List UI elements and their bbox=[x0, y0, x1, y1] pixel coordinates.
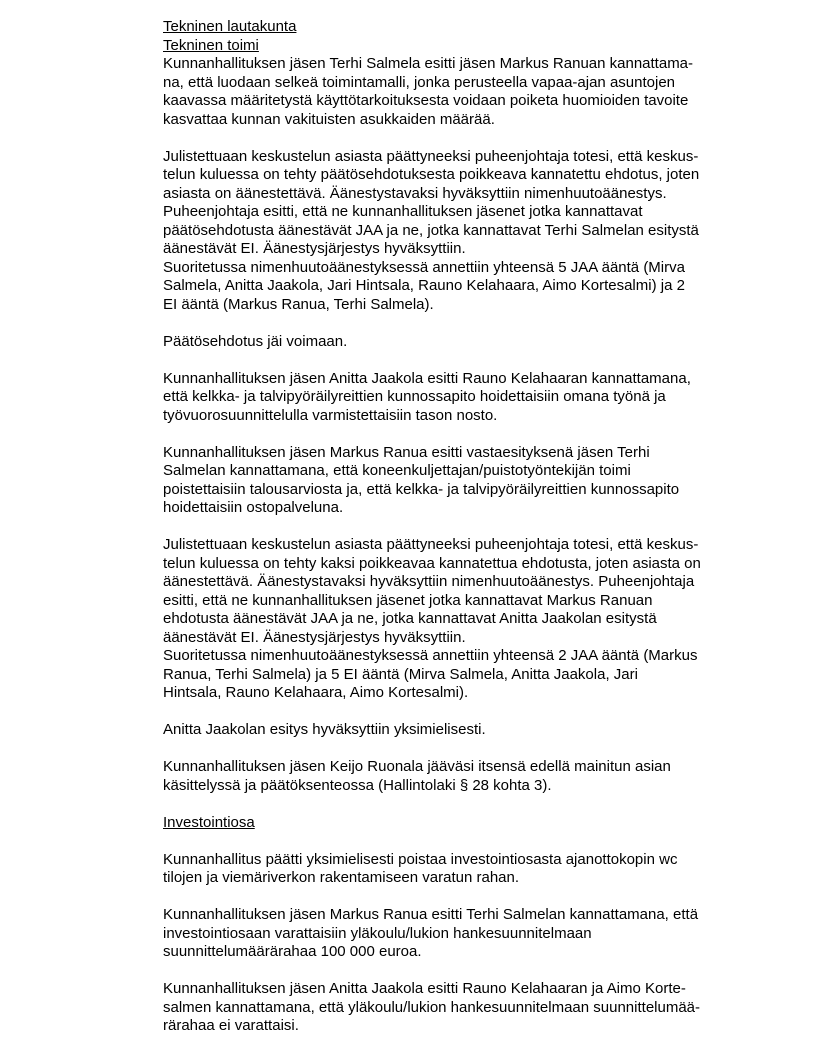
paragraph-line: Salmelan kannattamana, että koneenkuljettajan/puistotyöntekijän toimi bbox=[163, 462, 631, 479]
paragraph-line: telun kuluessa on tehty kaksi poikkeavaa kannatettua ehdotusta, joten asiasta on bbox=[163, 554, 701, 572]
paragraph-line: suunnittelumäärärahaa 100 000 euroa. bbox=[163, 943, 422, 960]
paragraph bbox=[163, 851, 701, 888]
paragraph-line: asiasta on äänestettävä. Äänestystavaksi hyväksyttiin nimenhuutoäänestys. bbox=[163, 184, 667, 202]
paragraph bbox=[163, 980, 701, 1036]
paragraph-line: Kunnanhallitus päätti yksimielisesti poistaa investointiosasta ajanottokopin wc bbox=[163, 850, 678, 868]
paragraph-line: Suoritetussa nimenhuutoäänestyksessä annettiin yhteensä 2 JAA ääntä (Markus bbox=[163, 647, 698, 664]
paragraph bbox=[163, 906, 701, 962]
document-body bbox=[163, 18, 701, 1054]
paragraph-line: Julistettuaan keskustelun asiasta päättyneeksi puheenjohtaja totesi, että keskus- bbox=[163, 147, 699, 165]
paragraph bbox=[163, 444, 701, 518]
paragraph bbox=[163, 758, 701, 795]
section-heading-block bbox=[163, 814, 701, 833]
paragraph-line: EI ääntä (Markus Ranua, Terhi Salmela). bbox=[163, 295, 434, 313]
paragraph-line: Suoritetussa nimenhuutoäänestyksessä annettiin yhteensä 5 JAA ääntä (Mirva bbox=[163, 258, 685, 276]
paragraph-line: käsittelyssä ja päätöksenteossa (Hallintolaki § 28 kohta 3). bbox=[163, 776, 552, 794]
paragraph-line: salmen kannattamana, että yläkoulu/lukion hankesuunnitelmaan suunnittelumää- bbox=[163, 998, 701, 1016]
section-heading: Tekninen lautakunta bbox=[163, 18, 297, 35]
paragraph-line: hoidettaisiin ostopalveluna. bbox=[163, 499, 344, 516]
paragraph-line: kasvattaa kunnan vakituisten asukkaiden määrää. bbox=[163, 110, 495, 128]
paragraph-line: että kelkka- ja talvipyöräilyreittien kunnossapito hoidettaisiin omana työnä ja bbox=[163, 388, 666, 405]
paragraph bbox=[163, 721, 701, 740]
paragraph-line: Anitta Jaakolan esitys hyväksyttiin yksimielisesti. bbox=[163, 721, 486, 738]
paragraph-line: poistettaisiin talousarviosta ja, että kelkka- ja talvipyöräilyreittien kunnossapito bbox=[163, 480, 680, 498]
paragraph-line: Kunnanhallituksen jäsen Anitta Jaakola esitti Rauno Kelahaaran kannattamana, bbox=[163, 369, 691, 387]
paragraph-line: telun kuluessa on tehty päätösehdotuksesta poikkeava kannatettu ehdotus, joten bbox=[163, 166, 700, 183]
paragraph-line: päätösehdotusta äänestävät JAA ja ne, jotka kannattavat Terhi Salmelan esitystä bbox=[163, 221, 699, 239]
paragraph bbox=[163, 333, 701, 352]
paragraph-line: investointiosaan varattaisiin yläkoulu/lukion hankesuunnitelmaan bbox=[163, 924, 592, 942]
paragraph-line: äänestävät EI. Äänestysjärjestys hyväksyttiin. bbox=[163, 628, 466, 646]
paragraph bbox=[163, 370, 701, 426]
paragraph-line: Salmela, Anitta Jaakola, Jari Hintsala, Rauno Kelahaara, Aimo Kortesalmi) ja 2 bbox=[163, 277, 685, 294]
paragraph-line: Kunnanhallituksen jäsen Anitta Jaakola esitti Rauno Kelahaaran ja Aimo Korte- bbox=[163, 980, 686, 997]
paragraph-line: äänestettävä. Äänestystavaksi hyväksyttiin nimenhuutoäänestys. Puheenjohtaja bbox=[163, 573, 695, 590]
paragraph-line: ehdotusta äänestävät JAA ja ne, jotka kannattavat Anitta Jaakolan esitystä bbox=[163, 610, 657, 627]
paragraph-line: äänestävät EI. Äänestysjärjestys hyväksyttiin. bbox=[163, 240, 466, 257]
paragraph-line: Julistettuaan keskustelun asiasta päättyneeksi puheenjohtaja totesi, että keskus- bbox=[163, 536, 699, 553]
paragraph-line: Hintsala, Rauno Kelahaara, Aimo Kortesalmi). bbox=[163, 684, 469, 701]
paragraph-line: Kunnanhallituksen jäsen Markus Ranua esitti Terhi Salmelan kannattamana, että bbox=[163, 906, 699, 923]
paragraph-line: Puheenjohtaja esitti, että ne kunnanhallituksen jäsenet jotka kannattavat bbox=[163, 203, 643, 220]
paragraph-line: tilojen ja viemäriverkon rakentamiseen varatun rahan. bbox=[163, 869, 520, 886]
paragraph-line: Kunnanhallituksen jäsen Terhi Salmela esitti jäsen Markus Ranuan kannattama- bbox=[163, 55, 694, 72]
section-heading: Investointiosa bbox=[163, 813, 255, 831]
paragraph-line: työvuorosuunnittelulla varmistettaisiin tason nosto. bbox=[163, 406, 498, 424]
subsection-heading: Tekninen toimi bbox=[163, 36, 259, 54]
paragraph-line: Kunnanhallituksen jäsen Keijo Ruonala jääväsi itsensä edellä mainitun asian bbox=[163, 758, 671, 775]
heading-block bbox=[163, 18, 701, 55]
paragraph-line: na, että luodaan selkeä toimintamalli, jonka perusteella vapaa-ajan asuntojen bbox=[163, 73, 675, 91]
paragraph-line: rärahaa ei varattaisi. bbox=[163, 1017, 299, 1034]
paragraph-line: Kunnanhallituksen jäsen Markus Ranua esitti vastaesityksenä jäsen Terhi bbox=[163, 443, 650, 461]
paragraph bbox=[163, 55, 701, 129]
paragraph-line: Päätösehdotus jäi voimaan. bbox=[163, 332, 348, 350]
paragraph bbox=[163, 536, 701, 703]
paragraph-line: esitti, että ne kunnanhallituksen jäsenet jotka kannattavat Markus Ranuan bbox=[163, 591, 653, 609]
paragraph bbox=[163, 148, 701, 315]
paragraph-line: Ranua, Terhi Salmela) ja 5 EI ääntä (Mirva Salmela, Anitta Jaakola, Jari bbox=[163, 665, 638, 683]
paragraph-line: kaavassa määritetystä käyttötarkoituksesta voidaan poiketa huomioiden tavoite bbox=[163, 92, 689, 109]
